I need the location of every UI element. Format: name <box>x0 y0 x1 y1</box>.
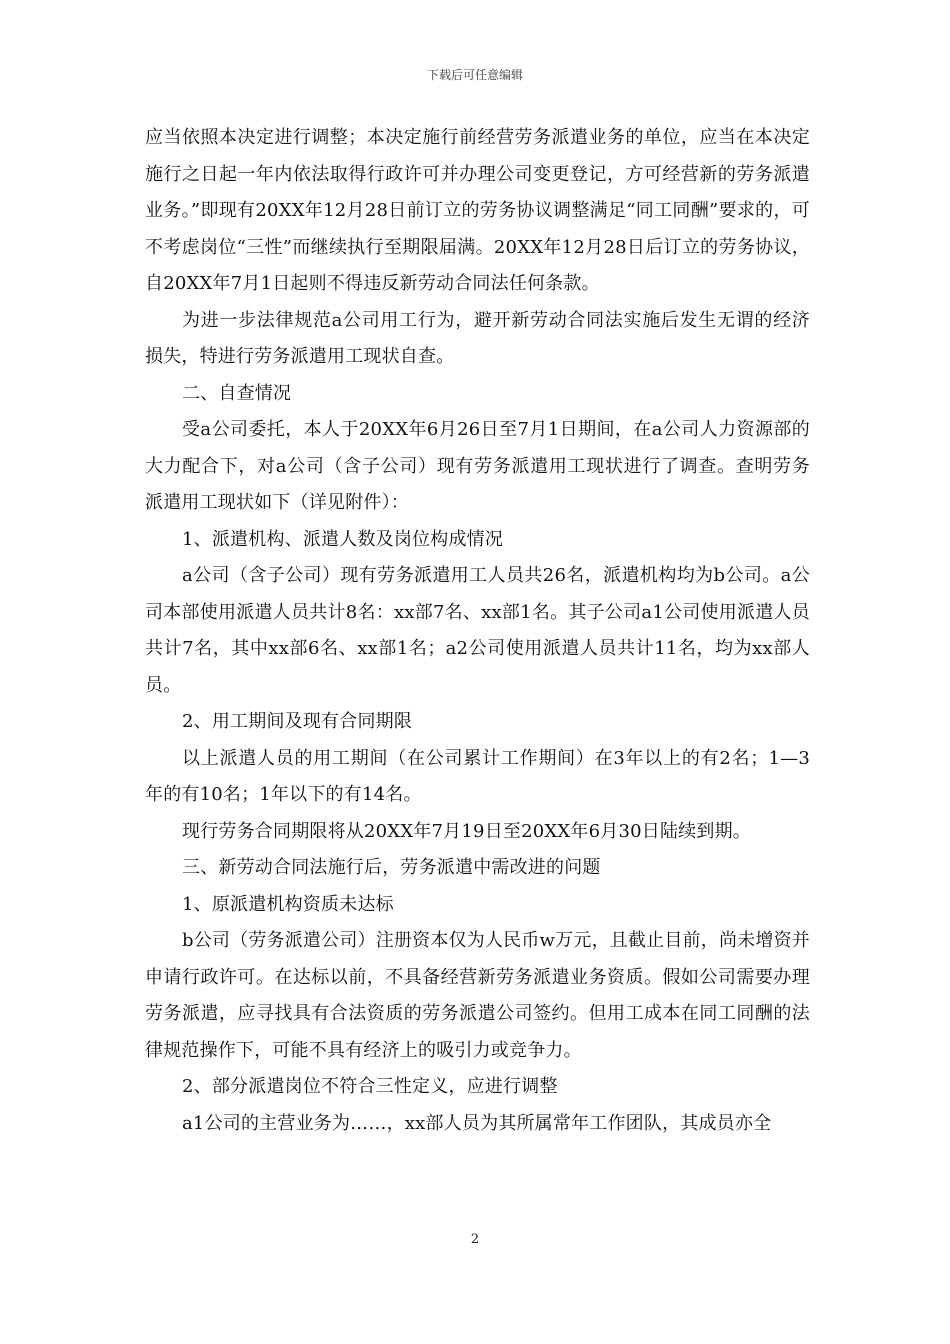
paragraph: 2、用工期间及现有合同期限 <box>182 711 413 732</box>
paragraph: 为进一步法律规范a公司用工行为，避开新劳动合同法实施后发生无谓的经济损失，特进行劳务派遣用工现状自查。 <box>145 309 810 367</box>
paragraph: b公司（劳务派遣公司）注册资本仅为人民币w万元，且截止目前，尚未增资并申请行政许可。在达标以前，不具备经营新劳务派遣业务资质。假如公司需要办理劳务派遣，应寻找具有合法资质的劳务派遣公司签约。但用工成本在同工同酬的法律规范操作下，可能不具有经济上的吸引力或竞争力。 <box>145 930 810 1061</box>
page-header: 下载后可任意编辑 <box>426 68 523 82</box>
paragraph: a1公司的主营业务为……，xx部人员为其所属常年工作团队，其成员亦全 <box>182 1112 772 1134</box>
paragraph: 三、新劳动合同法施行后，劳务派遣中需改进的问题 <box>182 857 601 878</box>
paragraph: 2、部分派遣岗位不符合三性定义，应进行调整 <box>182 1076 558 1097</box>
document-body <box>145 120 810 1142</box>
paragraph: 现行劳务合同期限将从20XX年7月19日至20XX年6月30日陆续到期。 <box>182 820 751 842</box>
paragraph: a公司（含子公司）现有劳务派遣用工人员共26名，派遣机构均为b公司。a公司本部使用派遣人员共计8名：xx部7名、xx部1名。其子公司a1公司使用派遣人员共计7名，其中xx部6名、xx部1名；a2公司使用派遣人员共计11名，均为xx部人员。 <box>145 565 810 696</box>
paragraph: 1、派遣机构、派遣人数及岗位构成情况 <box>182 528 504 550</box>
paragraph: 应当依照本决定进行调整；本决定施行前经营劳务派遣业务的单位，应当在本决定施行之日起一年内依法取得行政许可并办理公司变更登记，方可经营新的劳务派遣业务。”即现有20XX年12月28日前订立的劳务协议调整满足“同工同酬”要求的，可不考虑岗位“三性”而继续执行至期限届满。20XX年12月28日后订立的劳务协议，自20XX年7月1日起则不得违反新劳动合同法任何条款。 <box>145 127 810 294</box>
paragraph: 以上派遣人员的用工期间（在公司累计工作期间）在3年以上的有2名；1—3年的有10名；1年以下的有14名。 <box>145 747 810 805</box>
paragraph: 1、原派遣机构资质未达标 <box>182 893 394 915</box>
paragraph: 受a公司委托，本人于20XX年6月26日至7月1日期间，在a公司人力资源部的大力配合下，对a公司（含子公司）现有劳务派遣用工现状进行了调查。查明劳务派遣用工现状如下（详见附件）： <box>145 419 810 513</box>
page-number: 2 <box>470 1232 480 1247</box>
paragraph: 二、自查情况 <box>182 382 292 404</box>
